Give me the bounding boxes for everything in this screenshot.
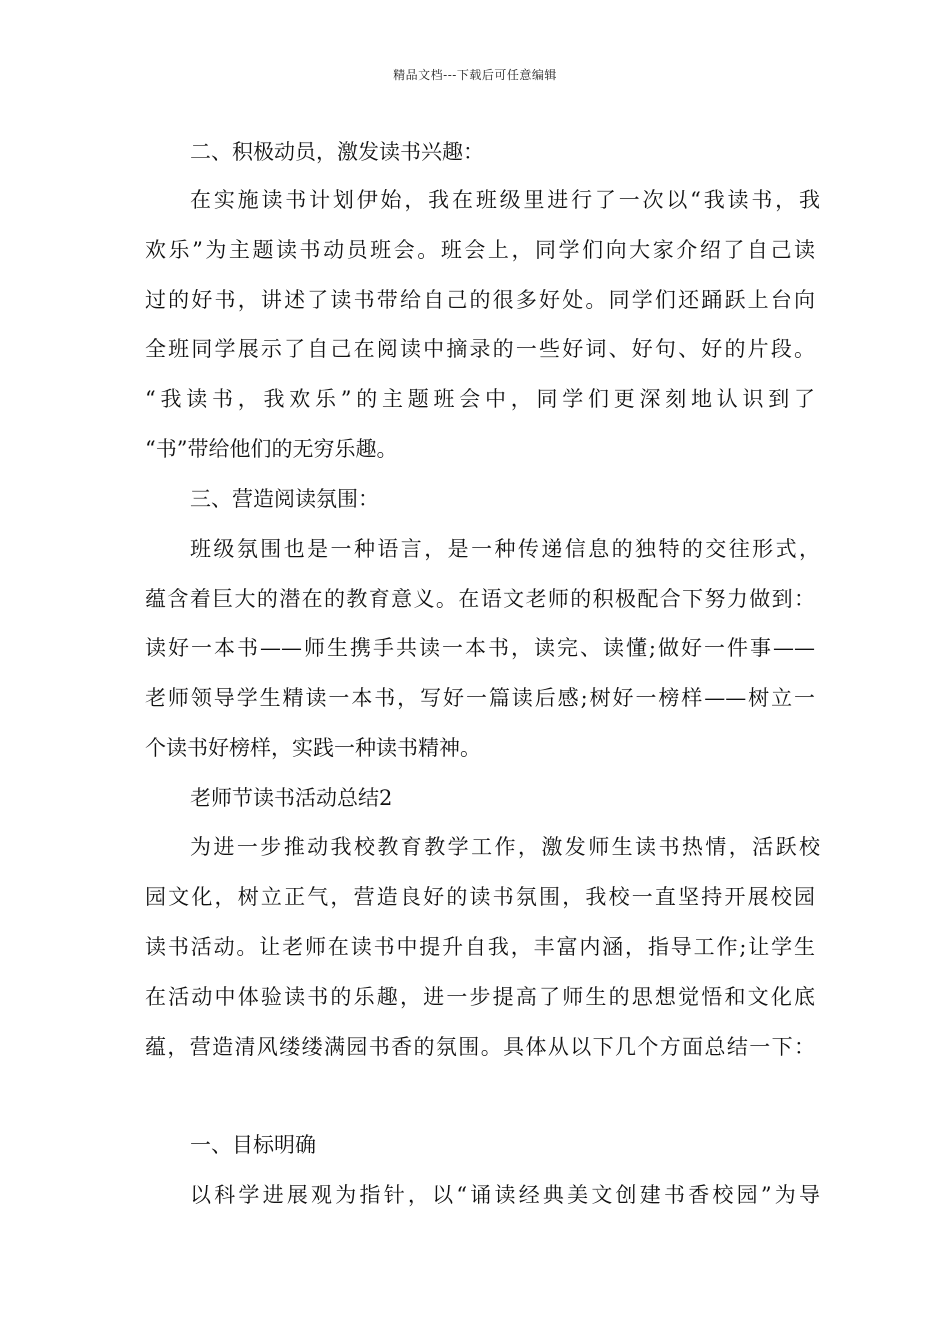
paragraph-line: 为进一步推动我校教育教学工作，激发师生读书热情，活跃校 (190, 835, 820, 859)
section-heading: 一、目标明确 (190, 1133, 316, 1157)
paragraph-line: 蕴，营造清风缕缕满园书香的氛围。具体从以下几个方面总结一下： (145, 1035, 815, 1059)
page-header: 精品文档---下载后可任意编辑 (393, 68, 557, 82)
section-heading: 三、营造阅读氛围： (190, 487, 379, 511)
paragraph-line: “我读书，我欢乐”的主题班会中，同学们更深刻地认识到了 (145, 387, 815, 411)
paragraph-line: 以科学进展观为指针，以“诵读经典美文创建书香校园”为导 (190, 1183, 820, 1207)
paragraph-line: 班级氛围也是一种语言，是一种传递信息的独特的交往形式， (190, 537, 820, 561)
paragraph-line: 读好一本书——师生携手共读一本书，读完、读懂;做好一件事—— (145, 636, 815, 660)
paragraph-line: “书”带给他们的无穷乐趣。 (145, 437, 398, 461)
paragraph-line: 全班同学展示了自己在阅读中摘录的一些好词、好句、好的片段。 (145, 337, 815, 361)
paragraph-line: 园文化，树立正气，营造良好的读书氛围，我校一直坚持开展校园 (145, 885, 815, 909)
paragraph-line: 在实施读书计划伊始，我在班级里进行了一次以“我读书，我 (190, 188, 820, 212)
paragraph-line: 欢乐”为主题读书动员班会。班会上，同学们向大家介绍了自己读 (145, 238, 815, 262)
paragraph-line: 在活动中体验读书的乐趣，进一步提高了师生的思想觉悟和文化底 (145, 985, 815, 1009)
article-title: 老师节读书活动总结2 (190, 786, 393, 810)
paragraph-line: 蕴含着巨大的潜在的教育意义。在语文老师的积极配合下努力做到： (145, 587, 815, 611)
section-heading: 二、积极动员，激发读书兴趣： (190, 140, 484, 164)
paragraph-line: 个读书好榜样，实践一种读书精神。 (145, 736, 481, 760)
paragraph-line: 读书活动。让老师在读书中提升自我，丰富内涵，指导工作;让学生 (145, 935, 815, 959)
paragraph-line: 老师领导学生精读一本书，写好一篇读后感;树好一榜样——树立一 (145, 686, 815, 710)
paragraph-line: 过的好书，讲述了读书带给自己的很多好处。同学们还踊跃上台向 (145, 288, 815, 312)
